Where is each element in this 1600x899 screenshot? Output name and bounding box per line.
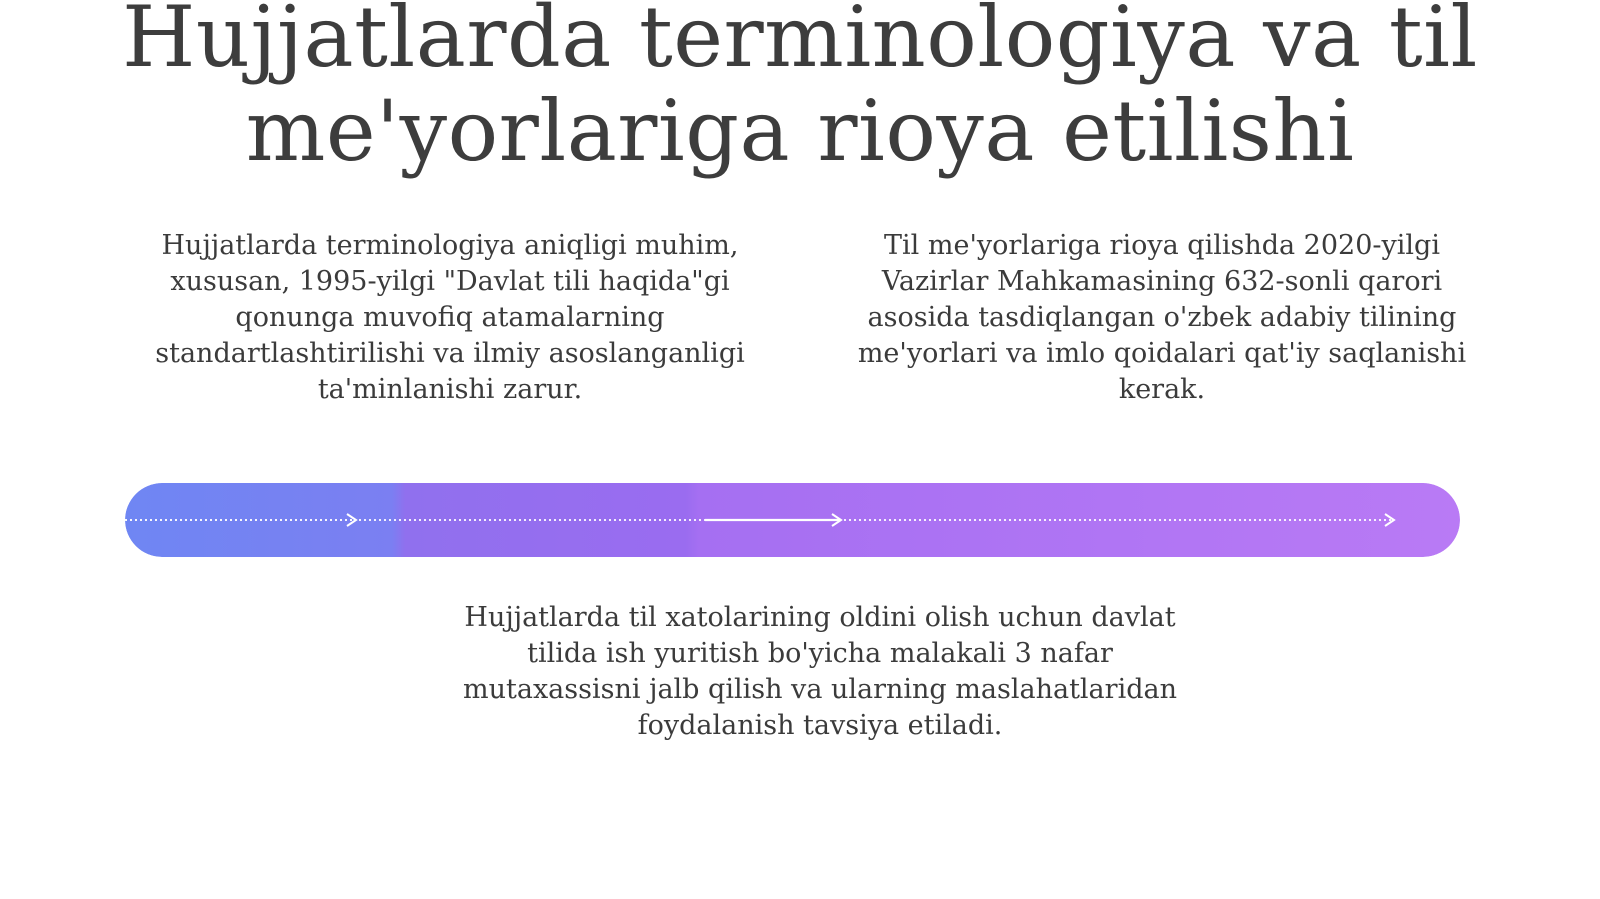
right-paragraph: Til me'yorlariga rioya qilishda 2020-yilgi Vazirlar Mahkamasining 632-sonli qarori asosida tasdiqlangan o'zbek adabiy tilining me'yorlari va imlo qoidalari qat'iy saqlanishi kerak. — [857, 230, 1467, 405]
timeline-bar — [125, 483, 1460, 557]
timeline-graphic — [125, 483, 1460, 557]
left-paragraph: Hujjatlarda terminologiya aniqligi muhim, xususan, 1995-yilgi "Davlat tili haqida"gi qonunga muvofiq atamalarning standartlashtirilishi va ilmiy asoslanganligi ta'minlanishi zarur. — [155, 230, 745, 405]
slide-title: Hujjatlarda terminologiya va til me'yorlariga rioya etilishi — [122, 0, 1478, 180]
bottom-paragraph: Hujjatlarda til xatolarining oldini olish uchun davlat tilida ish yuritish bo'yicha malakali 3 nafar mutaxassisni jalb qilish va ularning maslahatlaridan foydalanish tavsiya etiladi. — [463, 602, 1177, 741]
